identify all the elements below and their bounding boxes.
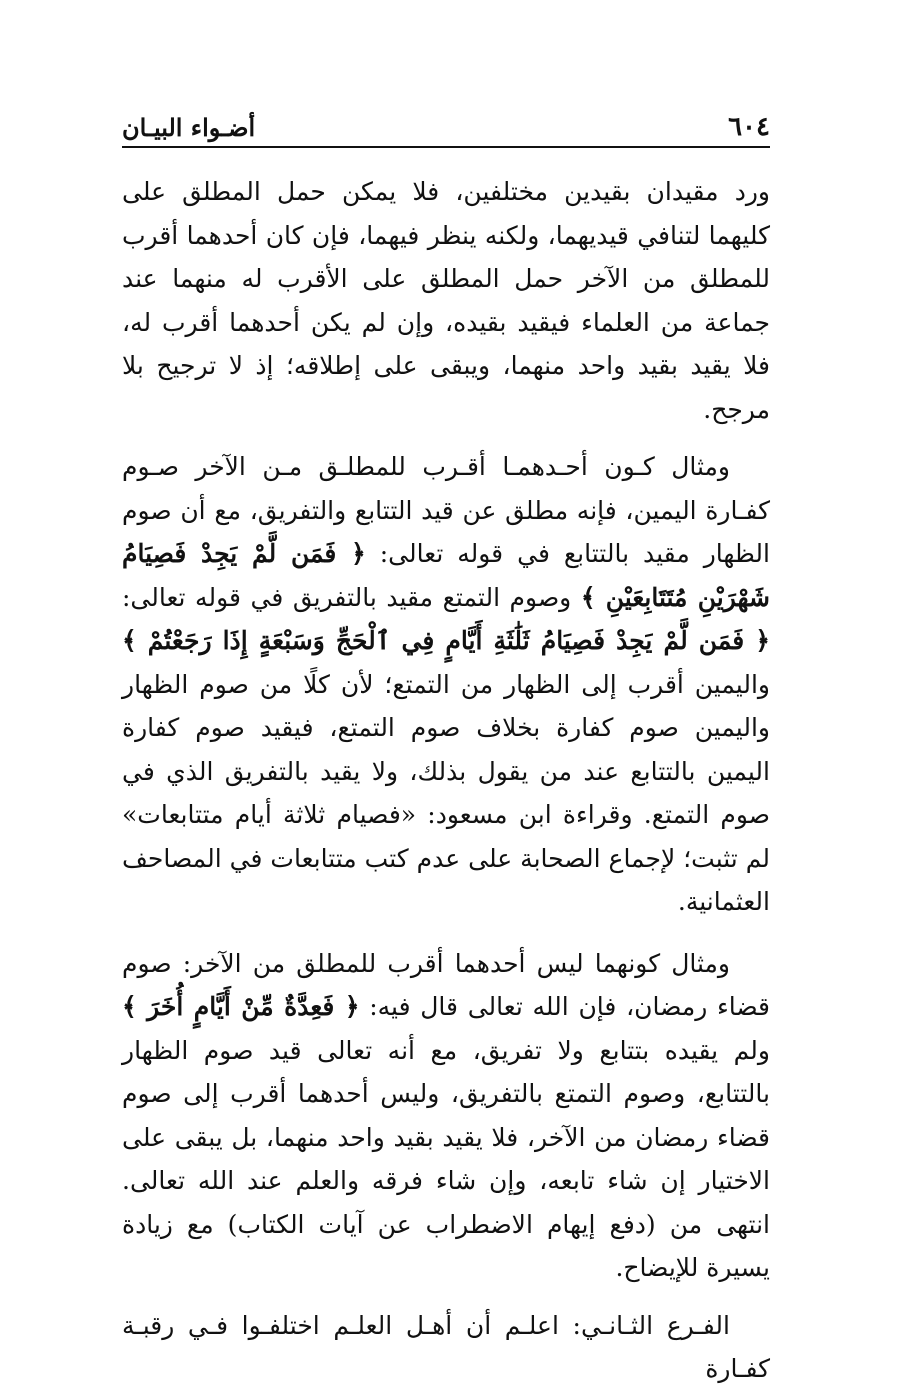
quran-verse-2: ﴿ فَمَن لَّمْ يَجِدْ فَصِيَامُ ثَلَٰثَةِ أَيَّامٍ فِي ٱلْحَجِّ وَسَبْعَةٍ إِذَا رَجَعْتُمْ ﴾ [122, 626, 770, 655]
quran-verse-3: ﴿ فَعِدَّةٌ مِّنْ أَيَّامٍ أُخَرَ ﴾ [122, 992, 360, 1021]
quran-verse-1: ﴿ فَمَن لَّمْ يَجِدْ فَصِيَامُ شَهْرَيْنِ مُتَتَابِعَيْنِ ﴾ [122, 539, 771, 612]
page-number: ٦٠٤ [728, 112, 770, 142]
paragraph-2-text-start: ومثال كـون أحـدهمـا أقـرب للمطلـق مـن الآخر صـوم كفـارة اليمين، فإنه مطلق عن قيد التتابع والتفريق، مع أن صوم الظهار مقيد بالتتابع في قوله تعالى: [122, 452, 770, 568]
paragraph-4-text: الفـرع الثـانـي: اعلـم أن أهـل العلـم اختلفـوا فـي رقبـة كفـارة [122, 1310, 770, 1383]
paragraph-3-text-end: ولم يقيده بتتابع ولا تفريق، مع أنه تعالى قيد صوم الظهار بالتتابع، وصوم التمتع بالتفريق، وليس أحدهما أقرب إلى صوم قضاء رمضان من الآخر، فلا يقيد بقيد واحد منهما، بل يبقى على الاختيار إن شاء تابعه، وإن شاء فرقه والعلم عند الله تعالى. انتهى من (دفع إيهام الاضطراب عن آيات الكتاب) مع زيادة يسيرة للإيضاح. [122, 1035, 770, 1282]
paragraph-2-text-end: واليمين أقرب إلى الظهار من التمتع؛ لأن كلًا من صوم الظهار واليمين صوم كفارة بخلاف صوم التمتع، فيقيد صوم كفارة اليمين بالتتابع عند من يقول بذلك، ولا يقيد بالتفريق الذي في صوم التمتع. وقراءة ابن مسعود: «فصيام ثلاثة أيام متتابعات» لم تثبت؛ لإجماع الصحابة على عدم كتب متتابعات في المصاحف العثمانية. [122, 669, 770, 916]
paragraph-1-text: ورد مقيدان بقيدين مختلفين، فلا يمكن حمل المطلق على كليهما لتنافي قيديهما، ولكنه ينظر فيهما، فإن كان أحدهما أقرب للمطلق من الآخر حمل المطلق على الأقرب له منهما عند جماعة من العلماء فيقيد بقيده، وإن لم يكن أحدهما أقرب له، فلا يقيد بقيد واحد منهما، ويبقى على إطلاقه؛ إذ لا ترجيح بلا مرجح. [122, 177, 770, 424]
paragraph-2 [122, 445, 770, 924]
paragraph-4 [122, 1304, 770, 1391]
running-title: أضـواء البيـان [122, 113, 256, 142]
body-text [122, 170, 770, 1391]
paragraph-3 [122, 942, 770, 1290]
paragraph-3-text-start: ومثال كونهما ليس أحدهما أقرب للمطلق من الآخر: صوم قضاء رمضان، فإن الله تعالى قال فيه: [122, 948, 770, 1021]
paragraph-2-text-middle: وصوم التمتع مقيد بالتفريق في قوله تعالى: [122, 582, 581, 612]
page-header [122, 108, 770, 148]
paragraph-1 [122, 170, 770, 431]
